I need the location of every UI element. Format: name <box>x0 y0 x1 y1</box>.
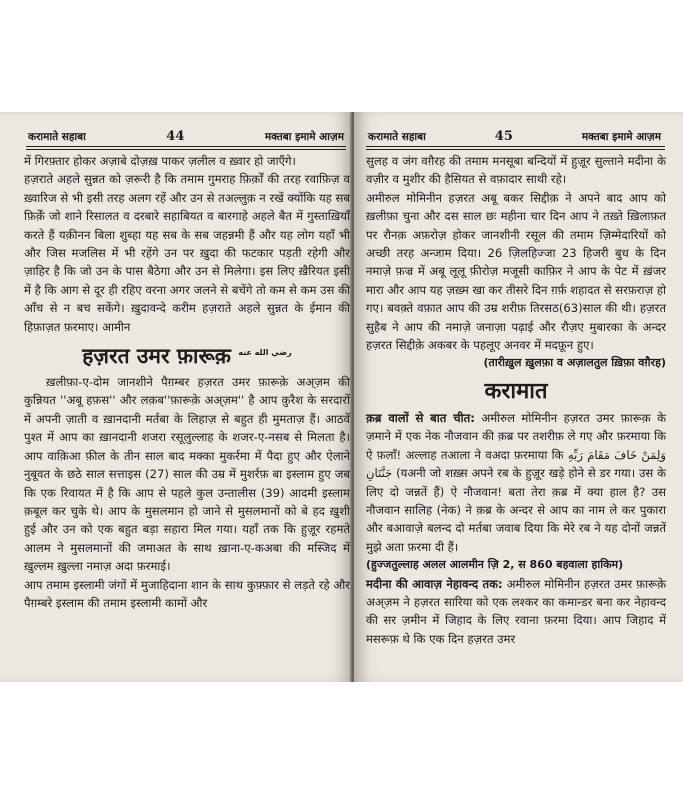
header-rule-2 <box>366 149 665 150</box>
paragraph: ख़लीफ़ा-ए-दोम जानशीने पैग़म्बर हज़रत उमर फ़ारूक़े अअ्ज़म की कुन्नियत ''अबू हफ़स'' और लक़ब''फ़ारूक़े अअ्ज़म'' है आप क़ुरैश के सरदारों में अपनी ज़ाती व ख़ानदानी मर्तबा के लिहाज़ से बहुत ही मुमताज़ हैं। आठवें पुश्त में आप का ख़ानदानी शजरा रसूलुल्लाह के शजर-ए-नसब से मिलता है। आप वाक़िआ फ़ील के तीन साल बाद मक्का मुकर्रमा में पैदा हुए और ऐलाने नुबूवत के छठे साल सत्ताइस (27) साल की उम्र में मुशर्रफ़ बा इस्लाम हुए जब कि एक रिवायत में है कि आप से पहले कुल उन्तालीस (39) आदमी इस्लाम क़बूल कर चुके थे। आप के मुसलमान हो जाने से मुसलमानों को बे हद ख़ुशी हुई और उन को एक बहुत बड़ा सहारा मिल गया। यहाँ तक कि हुज़ूर रहमते आलम ने मुसलमानों की जमाअत के साथ ख़ाना-ए-कअबा की मस्जिद में ख़ुल्लम ख़ुल्ला नमाज़ अदा फ़रमाई। <box>24 375 350 574</box>
paragraph: हज़राते अहले सुन्नत को ज़रूरी है कि तमाम गुमराह फ़िर्क़ों की तरह रवाफ़िज़ व ख़्वारिज से भी इसी तरह अलग रहें और उन से तअल्लुक़ न रखें क्योंकि यह सब फ़िर्क़ें जो शाने रिसालत व दरबारे सहाबियत व बारगाहे अहले बैत में गुस्ताख़ियाँ करते हैं यक़ीनन बिला शुब्हा यह सब के सब जहन्नमी हैं और यह लोग यहाँ भी और जिस मजलिस में भी रहेंगे उन पर ख़ुदा की फटकार पड़ती रहेगी और ज़ाहिर है कि जो उन के पास बैठेगा और उन से मिलेगा। इस लिए ख़ैरियत इसी में है कि आग से दूर ही रहिए वरना अगर जलने से बचेंगे तो कम से कम उस की आँच से न बच सकेंगे। ख़ुदावन्दे करीम हज़राते अहले सुन्नत के ईमान की हिफ़ाज़त फ़रमाए। आमीन <box>24 172 350 334</box>
paragraph: सुलह व जंग वग़ैरह की तमाम मनसूबा बन्दियों में हुज़ूर सुल्ताने मदीना के वज़ीर व मुशीर की हैसियत से वफ़ादार साथी रहे। <box>366 154 666 187</box>
open-book <box>0 112 683 682</box>
page-number: 44 <box>166 129 185 144</box>
page-header <box>28 124 344 144</box>
paragraph-text: अमीरुल मोमिनीन हज़रत उमर फ़ारूक़े अअ्ज़म ने हज़रत सारिया को एक लश्कर का कमान्डर बना कर नेहावन्द की सर ज़मीन में जिहाद के लिए रवाना फ़रमा दिया। आप जिहाद में मसरूफ़ थे कि एक दिन हज़रत उमर <box>366 576 666 646</box>
section-title <box>24 338 350 371</box>
paragraph <box>366 409 666 556</box>
paragraph-lead: मदीना की आवाज़ नेहावन्द तक: <box>366 576 503 591</box>
section-title: करामात <box>484 378 548 404</box>
page-body <box>24 152 350 612</box>
header-rule-2 <box>26 149 346 150</box>
header-book-title: करामाते सहाबा <box>28 131 86 143</box>
paragraph <box>366 575 666 649</box>
left-page <box>0 112 352 682</box>
header-rule <box>366 146 665 147</box>
header-rule <box>26 146 346 147</box>
section-title-text: हज़रत उमर फ़ारूक़ <box>82 344 231 369</box>
header-book-title: करामाते सहाबा <box>368 131 426 143</box>
paragraph-text: अमीरुल मोमिनीन हज़रत उमर फ़ारूक़ के ज़माने में एक नेक नौजवान की क़ब्र पर तशरीफ़ ले गए और फ़रमाया कि ऐ फ़लाँ! अल्लाह तआला ने वअदा फ़रमाया कि وَلِمَنْ خَافَ مَقَامَ رَبِّهِ جَنَّتَانِ (यअनी जो शख़्स अपने रब के हुज़ूर खड़े होने से डर गया। उस के लिए दो जन्नतें हैं) ऐ नौजवान! बता तेरा क़ब्र में क्या हाल है? उस नौजवान सालिह (नेक) ने क़ब्र के अन्दर से आप का नाम ले कर पुकारा और बआवाज़े बलन्द दो मर्तबा जवाब दिया कि मेरे रब ने यह दोनों जन्नतें मुझे अता फ़रमा दी हैं। <box>366 410 666 554</box>
page-header <box>368 124 661 144</box>
reference-note: (तारीख़ुल ख़ुलफ़ा व अज़ालतुल ख़िफ़ा वग़ैरह) <box>483 356 666 370</box>
reference-note: (हुज्जतुल्लाह अलल आलमीन ज़ि 2, स 860 बहवाला हाकिम) <box>366 558 624 572</box>
paragraph: अमीरुल मोमिनीन हज़रत अबू बकर सिद्दीक़ ने अपने बाद आप को ख़लीफ़ा चुना और दस साल छः महीना चार दिन आप ने तख़्ते ख़िलाफ़त पर रौनक़ अफ़रोज़ होकर जानशीनी रसूल की तमाम ज़िम्मेदारियों को अच्छी तरह अन्जाम दिया। 26 ज़िलहिज्जा 23 हिजरी बुध के दिन नमाज़े फ़ज्र में अबू लूलू फ़ीरोज़ मजूसी काफ़िर ने आप के पेट में ख़ंजर मारा और आप यह ज़ख़्म खा कर तीसरे दिन ग़र्फ़ शहादत से सरफ़राज़ हो गए। बवक़्ते वफ़ात आप की उम्र शरीफ़ तिरसठ(63)साल की थी। हज़रत सुहैब ने आप की नमाज़े जनाज़ा पढ़ाई और रौज़ए मुबारका के अन्दर हज़रत सिद्दीक़े अकबर के पहलूए अनवर में मदफ़ून हुए। <box>366 190 666 353</box>
paragraph: में गिरफ़्तार होकर अज़ाबे दोज़ख़ पाकर ज़लील व ख़्वार हो जाएँगे। <box>24 154 296 168</box>
right-page <box>354 112 683 682</box>
header-publisher: मक्तबा इमामे आज़म <box>581 131 661 143</box>
page-number: 45 <box>494 129 513 144</box>
paragraph-lead: क़ब्र वालों से बात चीत: <box>366 410 475 425</box>
honorific-glyph: رضي الله عنه <box>238 348 292 358</box>
paragraph: आप तमाम इस्लामी जंगों में मुजाहिदाना शान के साथ कुफ़्फ़ार से लड़ते रहे और पैग़म्बरे इस्लाम की तमाम इस्लामी कामों और <box>24 577 350 610</box>
page-body <box>366 152 666 648</box>
header-publisher: मक्तबा इमामे आज़म <box>264 131 344 143</box>
